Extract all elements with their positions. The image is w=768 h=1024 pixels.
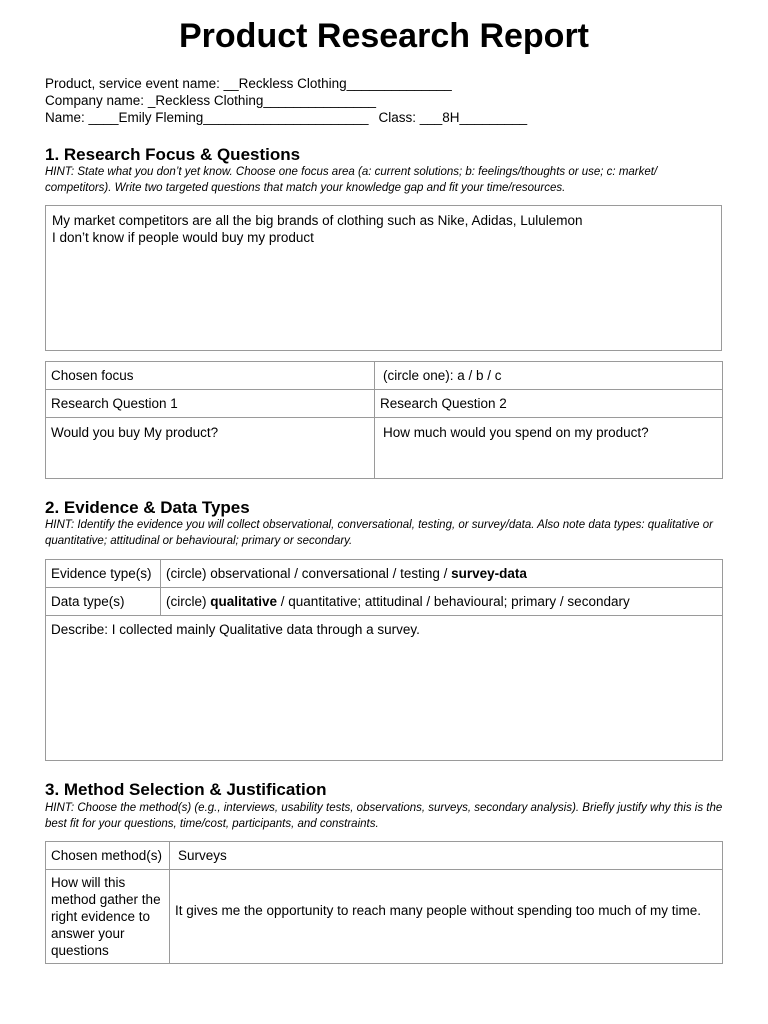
section-2-title: 2. Evidence & Data Types <box>45 498 250 517</box>
research-focus-answer-box[interactable] <box>45 205 722 351</box>
research-question-1-label: Research Question 1 <box>46 390 375 418</box>
section-1-title: 1. Research Focus & Questions <box>45 145 301 164</box>
student-name-field[interactable]: ____Emily Fleming______________________ <box>88 110 369 125</box>
data-type-label: Data type(s) <box>46 588 161 616</box>
section-2-hint: HINT: Identify the evidence you will collect observational, conversational, testing, or survey/data. Also note data types: qualitative or quantitative; attitudinal or behavioural; primary or secondary. <box>45 519 713 547</box>
class-field[interactable]: ___8H_________ <box>419 110 528 125</box>
company-name-line <box>45 93 376 109</box>
describe-field[interactable]: Describe: I collected mainly Qualitative data through a survey. <box>46 616 723 761</box>
section-3-title: 3. Method Selection & Justification <box>45 780 327 799</box>
page-title: Product Research Report <box>179 17 589 55</box>
class-label: Class: <box>378 110 420 125</box>
data-type-choices: / quantitative; attitudinal / behavioural; primary / secondary <box>277 594 630 609</box>
evidence-type-selected: survey-data <box>451 566 527 581</box>
research-question-1-answer[interactable]: Would you buy My product? <box>46 418 375 479</box>
student-name-label: Name: <box>45 110 89 125</box>
data-type-prefix: (circle) <box>166 594 211 609</box>
method-justification-value[interactable] <box>170 870 723 964</box>
section-1-hint: HINT: State what you don’t yet know. Choose one focus area (a: current solutions; b: feelings/thoughts or use; c: market/ competitors). Write two targeted questions that match your knowledge gap and fit your time/resources. <box>45 166 658 194</box>
product-name-field[interactable]: __Reckless Clothing______________ <box>223 76 452 91</box>
product-name-label: Product, service event name: <box>45 76 224 91</box>
section-3-hint: HINT: Choose the method(s) (e.g., interviews, usability tests, observations, surveys, secondary analysis). Briefly justify why this is the best fit for your questions, time/cost, participants, and constraints. <box>45 802 723 830</box>
research-question-2-answer[interactable]: How much would you spend on my product? <box>375 418 723 479</box>
method-justification-text: It gives me the opportunity to reach many people without spending too much of my time. <box>175 903 702 918</box>
data-type-selected: qualitative <box>210 594 278 609</box>
method-justification-label: How will this method gather the right evidence to answer your questions <box>46 870 170 964</box>
method-table <box>45 841 723 964</box>
company-name-label: Company name: <box>45 93 148 108</box>
chosen-method-label: Chosen method(s) <box>46 842 170 870</box>
chosen-focus-options[interactable]: (circle one): a / b / c <box>375 362 723 390</box>
data-type-options[interactable] <box>161 588 723 616</box>
research-question-2-label: Research Question 2 <box>375 390 723 418</box>
student-name-line <box>45 110 527 126</box>
evidence-type-choices: (circle) observational / conversational / testing / <box>166 566 452 581</box>
answer-line-2: I don’t know if people would buy my product <box>52 230 314 245</box>
chosen-focus-label: Chosen focus <box>46 362 375 390</box>
chosen-method-value[interactable]: Surveys <box>170 842 723 870</box>
evidence-type-options[interactable] <box>161 560 723 588</box>
evidence-type-label: Evidence type(s) <box>46 560 161 588</box>
product-name-line <box>45 76 452 92</box>
focus-questions-table <box>45 361 723 479</box>
evidence-table <box>45 559 723 761</box>
company-name-field[interactable]: _Reckless Clothing_______________ <box>147 93 376 108</box>
answer-line-1: My market competitors are all the big brands of clothing such as Nike, Adidas, Lululemon <box>52 213 583 228</box>
